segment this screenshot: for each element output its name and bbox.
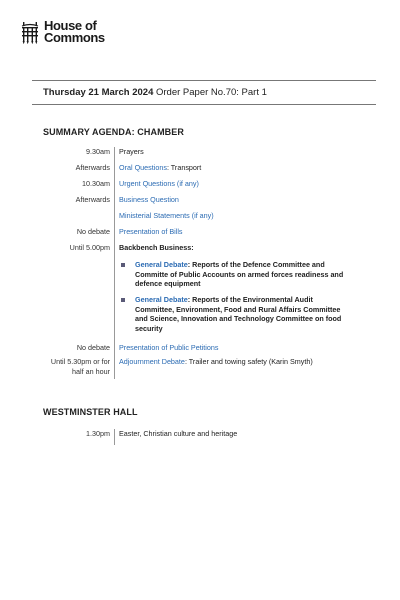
header-top-rule	[32, 80, 376, 81]
debate-text: : Reports of the Defence Committee and Committe of Public Accounts on armed forces readiness and defence equipment	[135, 260, 344, 288]
agenda-time: 10.30am	[82, 179, 110, 188]
agenda-item	[114, 243, 346, 343]
backbench-debate-2	[121, 295, 346, 333]
oral-questions-link[interactable]: Oral Questions	[119, 163, 167, 172]
general-debate-link[interactable]: General Debate	[135, 260, 188, 269]
backbench-debate-1	[121, 260, 346, 293]
agenda-time: No debate	[76, 227, 110, 236]
agenda-row-ministerial-statements	[0, 211, 400, 227]
agenda-time-line-1: Until 5.30pm or for	[50, 357, 110, 366]
general-debate-link[interactable]: General Debate	[135, 295, 188, 304]
logo-line-2: Commons	[44, 30, 105, 45]
agenda-row-presentation-of-bills	[0, 227, 400, 243]
agenda-row-public-petitions	[0, 343, 400, 357]
agenda-row-easter-debate	[0, 429, 400, 445]
agenda-item	[114, 343, 346, 357]
header-bottom-rule	[32, 104, 376, 105]
agenda-item	[114, 357, 346, 379]
agenda-time: 1.30pm	[86, 429, 110, 438]
agenda-item	[114, 179, 346, 195]
presentation-of-bills-link[interactable]: Presentation of Bills	[119, 227, 183, 236]
agenda-row-adjournment-debate	[0, 357, 400, 379]
agenda-item	[114, 429, 346, 445]
agenda-row-urgent-questions	[0, 179, 400, 195]
sitting-date: Thursday 21 March 2024	[43, 87, 154, 98]
debate-text: : Reports of the Environmental Audit Committee, Environment, Food and Rural Affairs Committee and Science, Innovation and Technology Committee on food security	[135, 295, 342, 333]
agenda-row-oral-questions	[0, 163, 400, 179]
house-of-commons-logo[interactable]	[20, 20, 105, 44]
chamber-agenda	[0, 147, 400, 379]
agenda-item-text: Prayers	[119, 147, 144, 156]
public-petitions-link[interactable]: Presentation of Public Petitions	[119, 343, 219, 352]
agenda-item	[114, 211, 346, 227]
logo-line-1: House of	[44, 18, 97, 33]
urgent-questions-link[interactable]: Urgent Questions (if any)	[119, 179, 199, 188]
agenda-item-text: Easter, Christian culture and heritage	[119, 429, 238, 438]
agenda-time: Until 5.00pm	[69, 243, 110, 252]
agenda-row-prayers	[0, 147, 400, 163]
agenda-item	[114, 147, 346, 163]
logo-wordmark	[44, 20, 105, 44]
portcullis-icon	[20, 20, 40, 44]
agenda-time: 9.30am	[86, 147, 110, 156]
agenda-time-line-2: half an hour	[72, 366, 110, 376]
agenda-time: Afterwards	[75, 195, 110, 204]
debate-description	[135, 295, 346, 333]
bullet-square-icon	[121, 263, 125, 267]
ministerial-statements-link[interactable]: Ministerial Statements (if any)	[119, 211, 214, 220]
order-paper-number: Order Paper No.70: Part 1	[156, 87, 267, 98]
westminster-hall-heading: WESTMINSTER HALL	[43, 407, 138, 417]
chamber-heading: SUMMARY AGENDA: CHAMBER	[43, 127, 184, 137]
westminster-hall-agenda	[0, 429, 400, 445]
agenda-time: Afterwards	[75, 163, 110, 172]
agenda-item	[114, 195, 346, 211]
bullet-square-icon	[121, 298, 125, 302]
agenda-item	[114, 163, 346, 179]
order-paper-title	[43, 87, 267, 98]
adjournment-debate-link[interactable]: Adjournment Debate	[119, 357, 185, 366]
agenda-item	[114, 227, 346, 243]
backbench-business-label: Backbench Business:	[119, 243, 194, 252]
agenda-item-text: : Transport	[166, 163, 202, 172]
agenda-item-text: : Trailer and towing safety (Karin Smyth)	[184, 357, 313, 366]
agenda-row-backbench-business	[0, 243, 400, 343]
agenda-time	[0, 357, 114, 376]
debate-description	[135, 260, 346, 289]
agenda-time: No debate	[76, 343, 110, 352]
business-question-link[interactable]: Business Question	[119, 195, 179, 204]
agenda-row-business-question	[0, 195, 400, 211]
